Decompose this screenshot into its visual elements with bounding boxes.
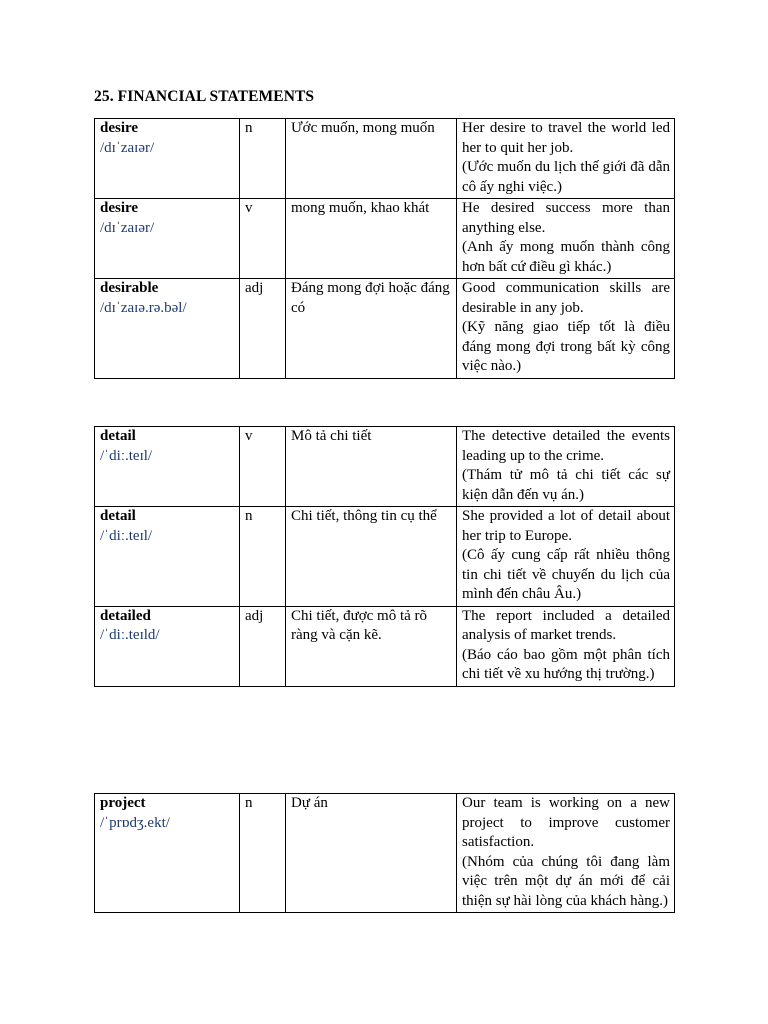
example-vietnamese: (Báo cáo bao gồm một phân tích chi tiết về xu hướng thị trường.) bbox=[462, 646, 670, 682]
part-of-speech: n bbox=[240, 119, 286, 199]
word-cell bbox=[95, 794, 240, 913]
example-cell bbox=[457, 606, 675, 686]
example-vietnamese: (Anh ấy mong muốn thành công hơn bất cứ điều gì khác.) bbox=[462, 239, 670, 275]
part-of-speech: n bbox=[240, 507, 286, 607]
part-of-speech: n bbox=[240, 794, 286, 913]
example-english: She provided a lot of detail about her trip to Europe. bbox=[462, 508, 670, 544]
table-row bbox=[95, 199, 675, 279]
pronunciation: /dɪˈzaɪər/ bbox=[100, 139, 155, 156]
headword: detail bbox=[100, 428, 136, 444]
table-row bbox=[95, 507, 675, 607]
example-english: Our team is working on a new project to improve customer satisfaction. bbox=[462, 795, 670, 850]
pronunciation: /dɪˈzaɪər/ bbox=[100, 219, 155, 236]
example-english: The report included a detailed analysis of market trends. bbox=[462, 607, 670, 643]
example-english: Good communication skills are desirable in any job. bbox=[462, 280, 670, 316]
example-cell bbox=[457, 199, 675, 279]
pronunciation: /ˈprɒdʒ.ekt/ bbox=[100, 814, 170, 831]
meaning: Ước muốn, mong muốn bbox=[286, 119, 457, 199]
part-of-speech: v bbox=[240, 199, 286, 279]
example-cell bbox=[457, 427, 675, 507]
meaning: Đáng mong đợi hoặc đáng có bbox=[286, 279, 457, 379]
example-vietnamese: (Ước muốn du lịch thế giới đã dẫn cô ấy nghi việc.) bbox=[462, 159, 670, 195]
meaning: Chi tiết, được mô tả rõ ràng và cặn kẽ. bbox=[286, 606, 457, 686]
table-row bbox=[95, 427, 675, 507]
part-of-speech: adj bbox=[240, 606, 286, 686]
pronunciation: /ˈdiː.teɪld/ bbox=[100, 627, 160, 643]
example-vietnamese: (Thám tử mô tả chi tiết các sự kiện dẫn đến vụ án.) bbox=[462, 467, 670, 503]
headword: desire bbox=[100, 120, 139, 136]
example-vietnamese: (Kỹ năng giao tiếp tốt là điều đáng mong đợi trong bất kỳ công việc nào.) bbox=[462, 319, 670, 374]
example-cell bbox=[457, 119, 675, 199]
meaning: Mô tả chi tiết bbox=[286, 427, 457, 507]
word-cell bbox=[95, 606, 240, 686]
headword: desire bbox=[100, 200, 139, 216]
table-row bbox=[95, 119, 675, 199]
pronunciation: /dɪˈzaɪə.rə.bəl/ bbox=[100, 299, 187, 316]
word-cell bbox=[95, 119, 240, 199]
example-english: Her desire to travel the world led her to quit her job. bbox=[462, 120, 670, 156]
word-cell bbox=[95, 199, 240, 279]
example-vietnamese: (Nhóm của chúng tôi đang làm việc trên một dự án mới để cải thiện sự hài lòng của khách hàng.) bbox=[462, 853, 670, 909]
headword: desirable bbox=[100, 280, 159, 296]
table-row bbox=[95, 606, 675, 686]
meaning: Chi tiết, thông tin cụ thể bbox=[286, 507, 457, 607]
vocab-table-project bbox=[94, 793, 675, 913]
meaning: mong muốn, khao khát bbox=[286, 199, 457, 279]
example-english: He desired success more than anything else. bbox=[462, 200, 670, 236]
table-row bbox=[95, 794, 675, 913]
example-cell bbox=[457, 507, 675, 607]
part-of-speech: v bbox=[240, 427, 286, 507]
table-row bbox=[95, 279, 675, 379]
headword: detailed bbox=[100, 607, 151, 624]
word-cell bbox=[95, 427, 240, 507]
meaning: Dự án bbox=[286, 794, 457, 913]
example-english: The detective detailed the events leading up to the crime. bbox=[462, 428, 670, 464]
example-cell bbox=[457, 794, 675, 913]
pronunciation: /ˈdiː.teɪl/ bbox=[100, 447, 153, 464]
word-cell bbox=[95, 279, 240, 379]
pronunciation: /ˈdiː.teɪl/ bbox=[100, 527, 153, 544]
headword: detail bbox=[100, 508, 136, 524]
page-title: 25. FINANCIAL STATEMENTS bbox=[94, 88, 315, 105]
headword: project bbox=[100, 795, 146, 811]
vocab-table-detail bbox=[94, 426, 675, 687]
vocab-table-desire bbox=[94, 118, 675, 379]
example-cell bbox=[457, 279, 675, 379]
example-vietnamese: (Cô ấy cung cấp rất nhiều thông tin chi tiết về chuyến du lịch của mình đến châu Âu.) bbox=[462, 547, 670, 602]
word-cell bbox=[95, 507, 240, 607]
part-of-speech: adj bbox=[240, 279, 286, 379]
